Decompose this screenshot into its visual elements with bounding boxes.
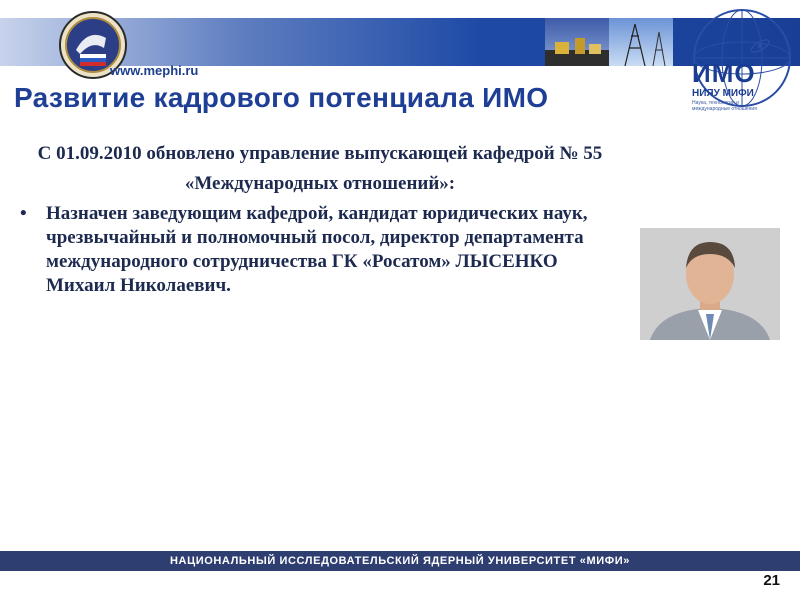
intro-line: С 01.09.2010 обновлено управление выпускающей кафедрой № 55 <box>37 143 603 164</box>
footer-university: НАЦИОНАЛЬНЫЙ ИССЛЕДОВАТЕЛЬСКИЙ ЯДЕРНЫЙ УНИВЕРСИТЕТ «МИФИ» <box>169 555 630 567</box>
bullet-marker: • <box>20 203 27 224</box>
imo-subtitle: НИЯУ МИФИ <box>692 88 754 99</box>
power-plant-photo <box>545 18 673 66</box>
site-url[interactable]: www.mephi.ru <box>110 63 199 78</box>
page-number: 21 <box>763 572 780 589</box>
intro-line-department: «Международных отношений»: <box>184 173 456 194</box>
slide-title: Развитие кадрового потенциала ИМО <box>14 82 549 113</box>
appointment-bullet <box>20 202 620 298</box>
portrait-photo <box>640 228 780 340</box>
slide-content <box>20 142 620 298</box>
imo-abbreviation: ИМО <box>692 58 756 88</box>
appointment-text: Назначен заведующим кафедрой, кандидат юридических наук, чрезвычайный и полномочный посол, директор департамента международного сотрудничества ГК «Росатом» ЛЫСЕНКО Михаил Николаевич. <box>46 203 588 296</box>
imo-tagline: Наука, технологии и международные отношения <box>692 100 757 112</box>
